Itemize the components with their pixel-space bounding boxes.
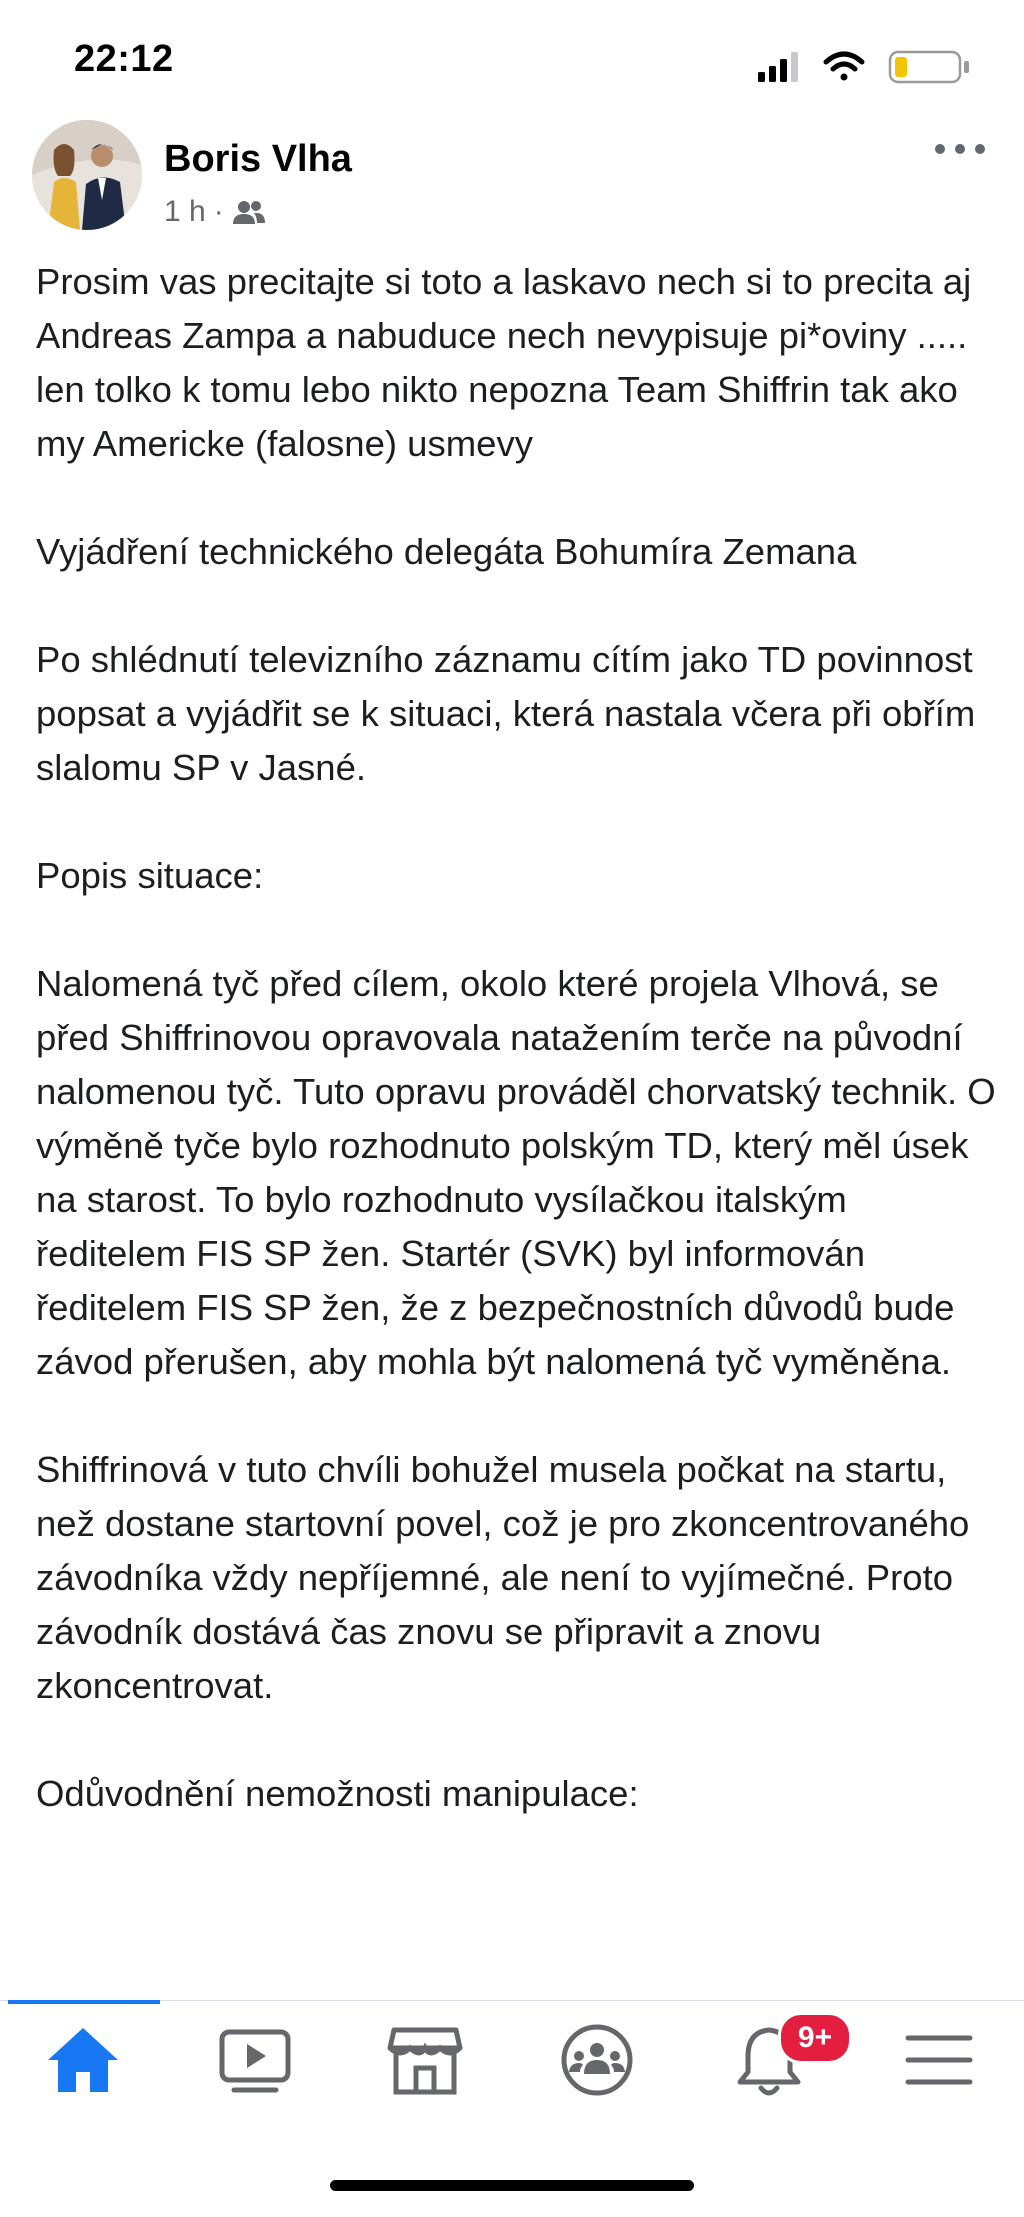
home-icon[interactable] [38,2020,128,2100]
bottom-tab-bar [0,2000,1024,2121]
avatar[interactable] [32,120,142,230]
groups-icon[interactable] [552,2020,642,2100]
post-paragraph: Po shlédnutí televizního záznamu cítím jako TD povinnost popsat a vyjádřit se k situaci, která nastala včera při obřím slalomu SP v Jasné. [36,639,976,788]
watch-video-icon[interactable] [210,2020,300,2100]
avatar-image [32,120,142,230]
post-time[interactable]: 1 h [164,195,206,228]
active-tab-indicator [8,2000,160,2004]
post-meta [164,195,266,229]
meta-separator: · [213,195,224,228]
cellular-signal-icon [758,52,798,82]
post-paragraph: Vyjádření technického delegáta Bohumíra Zemana [36,531,857,572]
status-icons [758,46,978,86]
post-paragraph: Nalomená tyč před cílem, okolo které projela Vlhová, se před Shiffrinovou opravovala natažením terče na původní nalomenou tyč. Tuto opravu prováděl chorvatský technik. O výměně tyče bylo rozhodnuto polským TD, který měl úsek na starost. To bylo rozhodnuto vysílačkou italským ředitelem FIS SP žen. Startér (SVK) byl informován ředitelem FIS SP žen, že z bezpečnostních důvodů bude závod přerušen, aby mohla být nalomená tyč vyměněna. [36,963,996,1382]
friends-audience-icon [232,199,266,225]
status-bar [0,0,1024,120]
home-indicator [330,2180,694,2191]
notifications-badge: 9+ [778,2012,852,2064]
battery-icon [890,52,969,82]
menu-hamburger-icon[interactable] [894,2020,984,2100]
post-paragraph: Prosim vas precitajte si toto a laskavo nech si to precita aj Andreas Zampa a nabuduce nech nevypisuje pi*oviny ..... len tolko k tomu lebo nikto nepozna Team Shiffrin tak ako my Americke (falosne) usmevy [36,261,972,464]
post-text [36,255,996,1821]
post-paragraph: Popis situace: [36,855,264,896]
marketplace-icon[interactable] [380,2020,470,2100]
post-paragraph: Shiffrinová v tuto chvíli bohužel musela počkat na startu, než dostane startovní povel, což je pro zkoncentrovaného závodníka vždy nepříjemné, ale není to vyjímečné. Proto závodník dostává čas znovu se připravit a znovu zkoncentrovat. [36,1449,970,1706]
more-options-icon[interactable] [930,134,990,164]
wifi-icon [826,54,862,81]
status-time: 22:12 [74,38,174,80]
post-author[interactable]: Boris Vlha [164,138,352,180]
post-paragraph: Odůvodnění nemožnosti manipulace: [36,1773,639,1814]
